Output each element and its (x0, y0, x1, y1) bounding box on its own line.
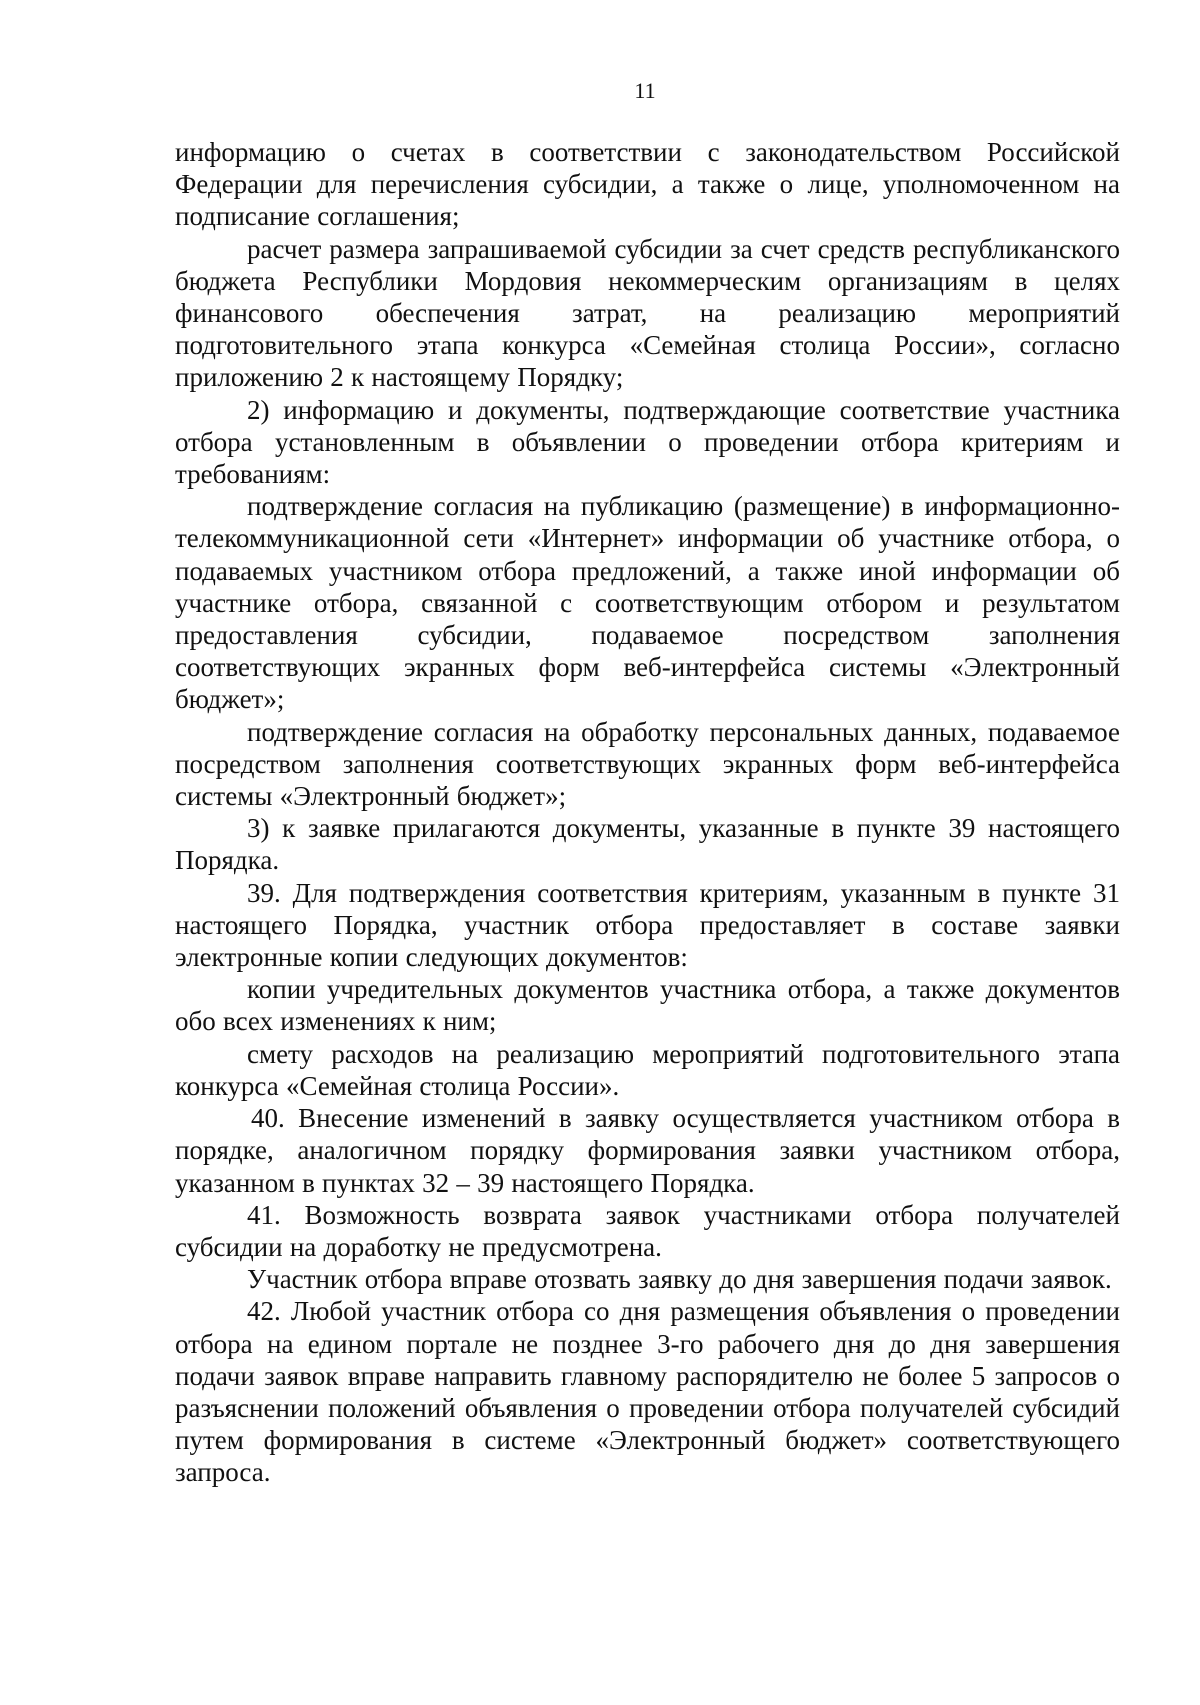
paragraph-item-2: 2) информацию и документы, подтверждающие соответствие участника отбора установленным в объявлении о проведении отбора критериям и требованиям: (175, 394, 1120, 490)
paragraph-expense-estimate: смету расходов на реализацию мероприятий подготовительного этапа конкурса «Семейная столица России». (175, 1038, 1120, 1101)
paragraph-withdrawal: Участник отбора вправе отозвать заявку до дня завершения подачи заявок. (247, 1264, 1112, 1295)
document-body (175, 136, 1120, 1489)
paragraph-personal-data-consent: подтверждение согласия на обработку персональных данных, подаваемое посредством заполнения соответствующих экранных форм веб-интерфейса системы «Электронный бюджет»; (175, 716, 1120, 812)
paragraph-founding-documents: копии учредительных документов участника отбора, а также документов обо всех изменениях к ним; (175, 974, 1120, 1037)
page-number: 11 (634, 78, 656, 103)
paragraph-42: 42. Любой участник отбора со дня размещения объявления о проведении отбора на едином портале не позднее 3-го рабочего дня до дня завершения подачи заявок вправе направить главному распорядителю не более 5 запросов о разъяснении положений объявления о проведении отбора получателей субсидий путем формирования в системе «Электронный бюджет» соответствующего запроса. (175, 1296, 1120, 1488)
paragraph-41: 41. Возможность возврата заявок участниками отбора получателей субсидии на доработку не предусмотрена. (175, 1199, 1120, 1262)
paragraph-40: 40. Внесение изменений в заявку осуществляется участником отбора в порядке, аналогичном порядку формирования заявки участником отбора, указанном в пунктах 32 – 39 настоящего Порядка. (175, 1103, 1120, 1198)
paragraph-item-3: 3) к заявке прилагаются документы, указанные в пункте 39 настоящего Порядка. (175, 813, 1120, 876)
paragraph-publication-consent: подтверждение согласия на публикацию (размещение) в информационно-телекоммуникационной сети «Интернет» информации об участнике отбора, о подаваемых участником отбора предложений, а также иной информации об участнике отбора, связанной с соответствующим отбором и результатом предоставления субсидии, подаваемое посредством заполнения соответствующих экранных форм веб-интерфейса системы «Электронный бюджет»; (175, 491, 1120, 715)
paragraph-subsidy-calculation: расчет размера запрашиваемой субсидии за счет средств республиканского бюджета Республики Мордовия некоммерческим организациям в целях финансового обеспечения затрат, на реализацию мероприятий подготовительного этапа конкурса «Семейная столица России», согласно приложению 2 к настоящему Порядку; (175, 233, 1120, 393)
paragraph-account-info: информацию о счетах в соответствии с законодательством Российской Федерации для перечисления субсидии, а также о лице, уполномоченном на подписание соглашения; (175, 137, 1120, 232)
paragraph-39: 39. Для подтверждения соответствия критериям, указанным в пункте 31 настоящего Порядка, участник отбора предоставляет в составе заявки электронные копии следующих документов: (175, 877, 1120, 973)
